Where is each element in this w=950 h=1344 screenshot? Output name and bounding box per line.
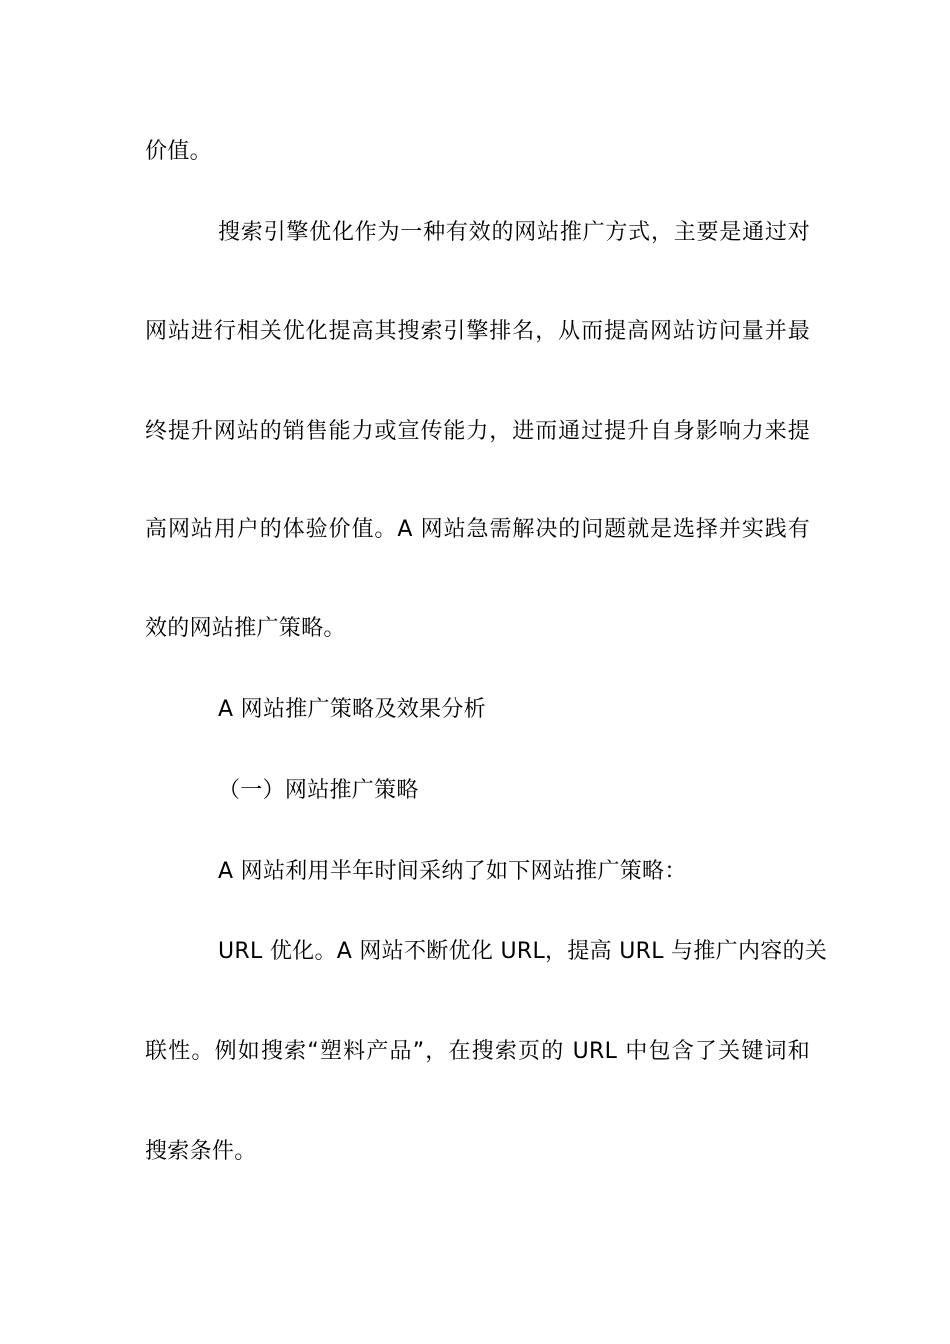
paragraph-line: 搜索条件。 [145, 1139, 257, 1164]
paragraph-line: 终提升网站的销售能力或宣传能力，进而通过提升自身影响力来提 [145, 419, 810, 444]
paragraph-line: URL 优化。A 网站不断优化 URL，提高 URL 与推广内容的关 [218, 939, 828, 964]
paragraph-line: 高网站用户的体验价值。A 网站急需解决的问题就是选择并实践有 [145, 517, 810, 542]
subsection-heading: （一）网站推广策略 [218, 778, 419, 803]
paragraph-line: 搜索引擎优化作为一种有效的网站推广方式，主要是通过对 [218, 220, 810, 245]
paragraph-line: A 网站利用半年时间采纳了如下网站推广策略： [218, 859, 687, 884]
paragraph-line: 联性。例如搜索“塑料产品”，在搜索页的 URL 中包含了关键词和 [145, 1039, 810, 1064]
paragraph-line: 网站进行相关优化提高其搜索引擎排名，从而提高网站访问量并最 [145, 319, 810, 344]
paragraph-line: 效的网站推广策略。 [145, 616, 346, 641]
section-heading: A 网站推广策略及效果分析 [218, 697, 486, 722]
paragraph-line: 价值。 [145, 139, 212, 164]
